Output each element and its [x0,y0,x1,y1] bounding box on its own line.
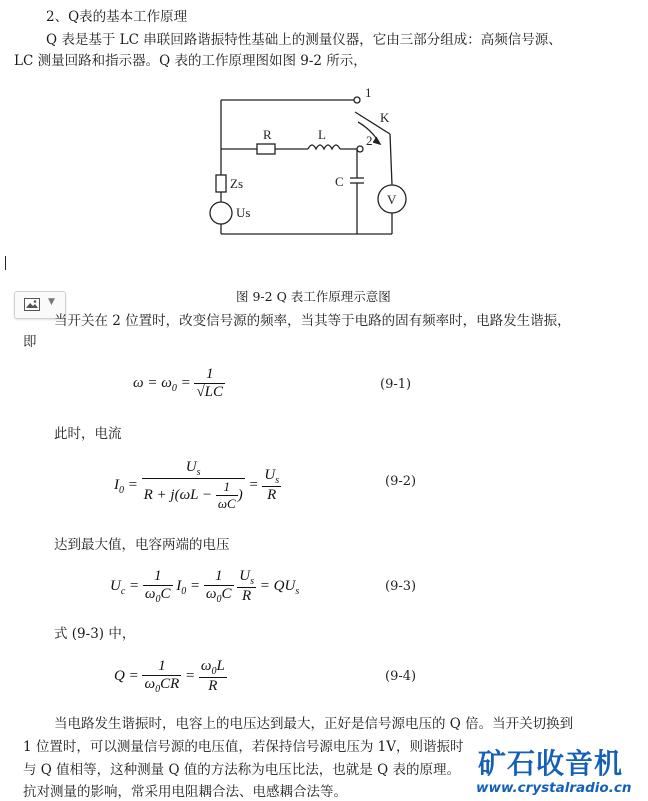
text-cursor [5,256,6,270]
equation-number-9-3: (9-3) [385,579,417,594]
para2-line-4: 抗对测量的影响，常采用电阻耦合法、电感耦合法等。 [23,784,347,800]
para1-line-2: 即 [23,334,37,350]
para2-line-3: 与 Q 值相等，这种测量 Q 值的方法称为电压比法，也就是 Q 表的原理。 [23,762,460,778]
equation-9-2: $I_0$ = $U_s$ R + j(ωL − $\frac{1}{\omega C}$ ) = $\frac{U_s}{R}$ [114,459,280,511]
figure-caption: 图 9-2 Q 表工作原理示意图 [236,289,391,304]
text-voltage: 达到最大值，电容两端的电压 [54,537,230,553]
equation-number-9-4: (9-4) [385,669,417,684]
chevron-down-icon: ▼ [48,297,55,307]
intro-line-1: Q 表是基于 LC 串联回路谐振特性基础上的测量仪器，它由三部分组成：高频信号源、 [46,32,562,48]
inductor-label: L [318,127,326,142]
para1-line-1: 当开关在 2 位置时，改变信号源的频率，当其等于电路的固有频率时，电路发生谐振， [54,313,571,329]
equation-9-3: $U_c$ = $\frac{1}{\omega_0C}$ $I_0$ = $\frac{1}{\omega_0C}$ $\frac{U_s}{R}$ = $QU_s$ [110,568,300,605]
equation-number-9-1: (9-1) [380,377,412,392]
circuit-diagram [200,82,420,242]
resistor-label: R [263,127,272,142]
intro-line-2: LC 测量回路和指示器。Q 表的工作原理图如图 9-2 所示， [14,53,367,69]
para2-line-2: 1 位置时，可以测量信号源的电压值，若保持信号源电压为 1V，则谐振时 [23,739,464,755]
equation-number-9-2: (9-2) [385,474,417,489]
source-label: Us [236,205,251,220]
terminal-1-label: 1 [365,85,372,100]
source-impedance-label: Zs [230,176,243,191]
watermark-url: www.crystalradio.cn [476,780,632,796]
image-icon [24,298,40,311]
text-current: 此时，电流 [54,426,122,442]
section-heading: 2、Q表的基本工作原理 [46,9,188,25]
voltmeter-label: V [387,192,397,207]
terminal-2-label: 2 [366,133,373,148]
equation-9-1: $\omega = \omega_0$ = $\frac{1}{√LC}$ [133,366,224,400]
watermark-logo: 矿石收音机 [478,747,624,780]
capacitor-label: C [335,174,344,189]
text-equation-reference: 式 (9-3) 中， [54,626,136,642]
equation-9-4: Q = $\frac{1}{\omega_0CR}$ = $\frac{\omega_0L}{R}$ [114,658,225,695]
para2-line-1: 当电路发生谐振时，电容上的电压达到最大，正好是信号源电压的 Q 倍。当开关切换到 [54,716,574,732]
switch-k-label: K [380,110,390,125]
